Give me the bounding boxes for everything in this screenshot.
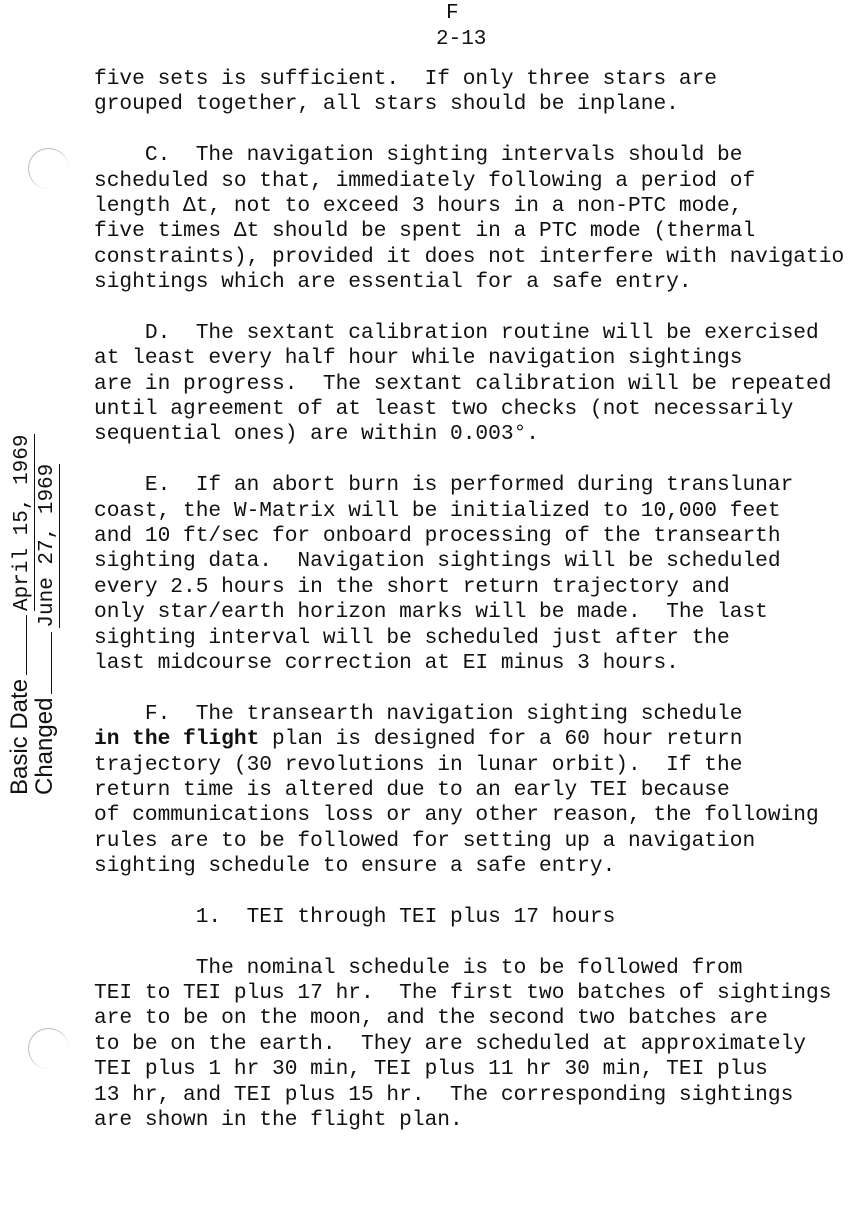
text-line: The nominal schedule is to be followed from (94, 955, 743, 980)
text-line: rules are to be followed for setting up a navigation (94, 828, 756, 853)
text-line: sightings which are essential for a safe entry. (94, 270, 692, 295)
basic-date-value: April 15, 1969 (11, 434, 34, 611)
divider (26, 615, 27, 675)
text-line: TEI plus 1 hr 30 min, TEI plus 11 hr 30 min, TEI plus (94, 1057, 768, 1082)
text-line: constraints), provided it does not interfere with navigatio (94, 244, 845, 269)
text-line: grouped together, all stars should be inplane. (94, 92, 679, 117)
page-number: 2-13 (436, 28, 487, 51)
punch-hole-mark (28, 1028, 69, 1069)
text-line: sequential ones) are within 0.003°. (94, 422, 540, 447)
text-line: D. The sextant calibration routine will be exercised (94, 320, 819, 345)
divider (51, 632, 52, 694)
text-line: are to be on the moon, and the second two batches are (94, 1006, 768, 1031)
text-line: are in progress. The sextant calibration will be repeated (94, 371, 832, 396)
changed-date-row (31, 464, 59, 795)
blank-line (94, 930, 844, 955)
text-line: return time is altered due to an early TEI because (94, 777, 730, 802)
text-line: five sets is sufficient. If only three stars are (94, 67, 718, 91)
text-line: five times Δt should be spent in a PTC mode (thermal (94, 219, 756, 244)
appendix-letter: F (446, 2, 459, 25)
changed-date-value: June 27, 1969 (36, 463, 59, 628)
text-line: 13 hr, and TEI plus 15 hr. The corresponding sightings (94, 1082, 794, 1107)
text-line: every 2.5 hours in the short return trajectory and (94, 574, 730, 599)
margin-date-stamp (4, 395, 64, 795)
bold-phrase: in the flight (94, 727, 260, 752)
text-line: coast, the W-Matrix will be initialized to 10,000 feet (94, 498, 781, 523)
text-line: sighting data. Navigation sightings will be scheduled (94, 549, 781, 574)
text-line: to be on the earth. They are scheduled at approximately (94, 1031, 807, 1056)
text-line: trajectory (30 revolutions in lunar orbit). If the (94, 752, 743, 777)
text-line: and 10 ft/sec for onboard processing of the transearth (94, 524, 781, 549)
punch-hole-mark (28, 148, 69, 189)
text-line: in the flight plan is designed for a 60 hour return (94, 727, 743, 752)
blank-line (94, 880, 844, 905)
text-line: E. If an abort burn is performed during translunar (94, 473, 794, 498)
text-line: sighting interval will be scheduled just after the (94, 625, 730, 650)
text-line: only star/earth horizon marks will be made. The last (94, 600, 768, 625)
document-body (94, 67, 844, 1133)
changed-date-label: Changed (31, 697, 58, 795)
text-line: last midcourse correction at EI minus 3 hours. (94, 650, 679, 675)
text-line: 1. TEI through TEI plus 17 hours (94, 904, 616, 929)
text-line: of communications loss or any other reason, the following (94, 803, 819, 828)
text-line: F. The transearth navigation sighting schedule (94, 701, 743, 726)
text-line: at least every half hour while navigation sightings (94, 346, 743, 371)
blank-line (94, 448, 844, 473)
blank-line (94, 118, 844, 143)
text-line: sighting schedule to ensure a safe entry. (94, 854, 616, 879)
basic-date-row (6, 435, 34, 796)
text-line: length Δt, not to exceed 3 hours in a non-PTC mode, (94, 193, 743, 218)
text-line: TEI to TEI plus 17 hr. The first two batches of sightings (94, 981, 832, 1006)
basic-date-label: Basic Date (6, 678, 33, 795)
text-line: until agreement of at least two checks (not necessarily (94, 397, 794, 422)
text-line: are shown in the flight plan. (94, 1108, 463, 1133)
text-line: C. The navigation sighting intervals should be (94, 143, 743, 168)
blank-line (94, 676, 844, 701)
text-line: scheduled so that, immediately following a period of (94, 168, 756, 193)
blank-line (94, 296, 844, 321)
